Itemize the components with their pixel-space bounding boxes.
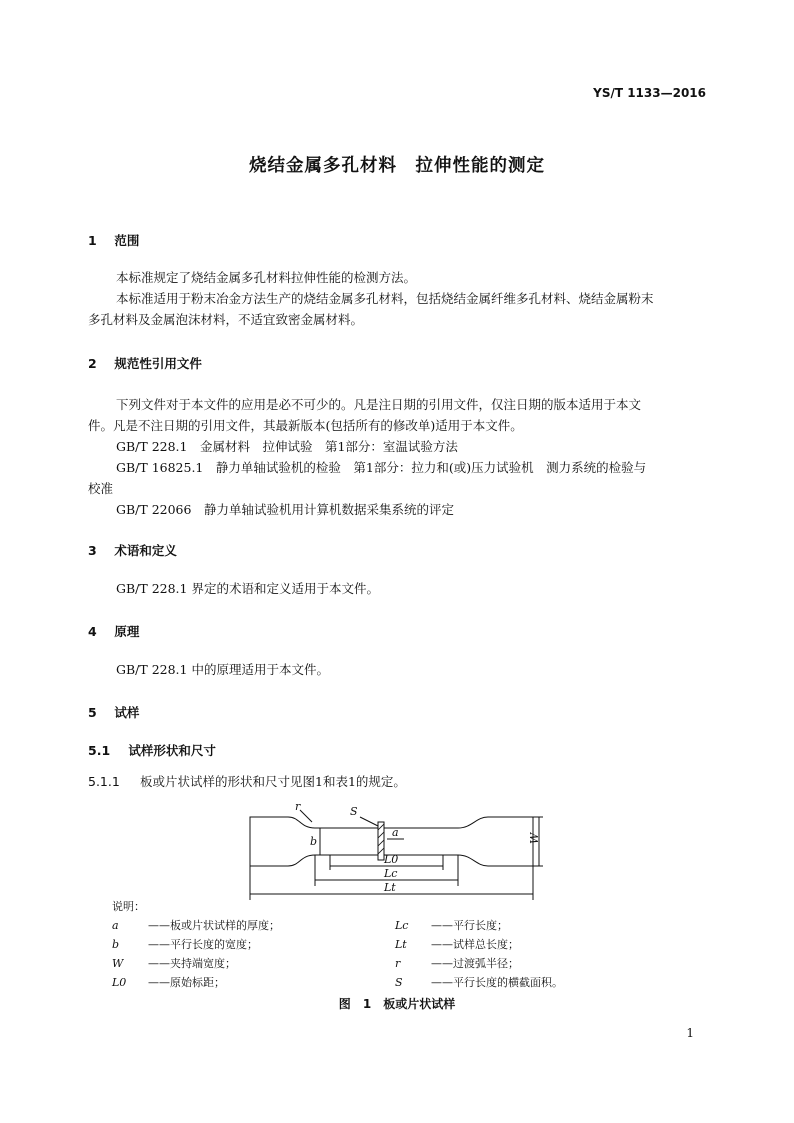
legend-text: ——试样总长度； [431, 938, 519, 951]
section-2-body [88, 394, 713, 520]
section-number: 2 [88, 356, 97, 371]
legend-item [112, 955, 236, 971]
page-number: 1 [686, 1026, 694, 1040]
reference-item: GB/T 16825.1 静力单轴试验机的检验 第1部分：拉力和(或)压力试验机 测力系统的检验与 [116, 460, 647, 475]
legend-symbol: L0 [112, 976, 127, 989]
section-number: 5 [88, 705, 97, 720]
s-leader [360, 817, 378, 826]
section-title: 原理 [114, 624, 140, 639]
legend-text: ——平行长度的宽度； [148, 938, 258, 951]
reference-item: GB/T 228.1 金属材料 拉伸试验 第1部分：室温试验方法 [116, 439, 458, 454]
section-number: 5.1 [88, 743, 111, 758]
standard-code: YS/T 1133—2016 [593, 86, 706, 100]
paragraph: 下列文件对于本文件的应用是必不可少的。凡是注日期的引用文件，仅注日期的版本适用于本文 [116, 397, 642, 412]
r-label: r [295, 800, 301, 813]
legend-item [112, 974, 225, 990]
legend-item [395, 974, 563, 990]
section-title: 范围 [114, 233, 140, 248]
section-5-heading [88, 703, 139, 721]
legend-text: ——板或片状试样的厚度； [148, 919, 280, 932]
section-3-heading [88, 541, 177, 559]
section-1-body [88, 267, 708, 330]
clause-number: 5.1.1 [88, 774, 120, 789]
figure-caption: 图 1 板或片状试样 [338, 997, 456, 1011]
legend-item [112, 936, 258, 952]
section-title: 规范性引用文件 [114, 356, 202, 371]
paragraph: 本标准规定了烧结金属多孔材料拉伸性能的检测方法。 [116, 270, 417, 285]
section-title: 试样 [114, 705, 140, 720]
section-5-1-heading [88, 741, 216, 759]
l0-label: L0 [384, 853, 399, 866]
paragraph: 本标准适用于粉末冶金方法生产的烧结金属多孔材料，包括烧结金属纤维多孔材料、烧结金属粉末 [116, 291, 654, 306]
legend-text: ——平行长度的横截面积。 [431, 976, 563, 989]
legend-item [395, 936, 519, 952]
legend-item [112, 917, 280, 933]
section-2-heading [88, 354, 202, 372]
legend-text: ——夹持端宽度； [148, 957, 236, 970]
legend-symbol: S [395, 976, 403, 989]
legend-text: ——过渡弧半径； [431, 957, 519, 970]
legend-symbol: b [112, 938, 120, 951]
reference-continuation: 校准 [88, 481, 114, 496]
legend-text: ——原始标距； [148, 976, 225, 989]
a-label: a [392, 826, 399, 839]
s-label: S [350, 805, 358, 818]
lt-label: Lt [384, 881, 396, 894]
legend-item [395, 917, 508, 933]
section-title: 术语和定义 [114, 543, 177, 558]
legend-item [395, 955, 519, 971]
section-4-heading [88, 622, 139, 640]
section-number: 1 [88, 233, 97, 248]
w-label: W [528, 832, 541, 844]
paragraph-continuation: 多孔材料及金属泡沫材料，不适宜致密金属材料。 [88, 312, 364, 327]
legend-title: 说明： [112, 900, 145, 913]
section-number: 3 [88, 543, 97, 558]
legend-symbol: W [112, 957, 124, 970]
r-leader [300, 810, 312, 822]
section-title: 试样形状和尺寸 [128, 743, 216, 758]
clause-text: 板或片状试样的形状和尺寸见图1和表1的规定。 [139, 774, 406, 789]
section-3-body: GB/T 228.1 界定的术语和定义适用于本文件。 [116, 581, 379, 596]
section-number: 4 [88, 624, 97, 639]
paragraph-continuation: 件。凡是不注日期的引用文件，其最新版本(包括所有的修改单)适用于本文件。 [88, 418, 523, 433]
legend-symbol: Lc [395, 919, 409, 932]
section-1-heading [88, 231, 139, 249]
legend-text: ——平行长度； [431, 919, 508, 932]
reference-item: GB/T 22066 静力单轴试验机用计算机数据采集系统的评定 [116, 502, 454, 517]
lc-label: Lc [384, 867, 398, 880]
legend-symbol: a [112, 919, 119, 932]
legend-symbol: r [395, 957, 401, 970]
section-4-body: GB/T 228.1 中的原理适用于本文件。 [116, 662, 329, 677]
legend-symbol: Lt [395, 938, 407, 951]
b-label: b [310, 835, 318, 848]
page-title: 烧结金属多孔材料 拉伸性能的测定 [249, 156, 545, 176]
section-5-1-1 [88, 771, 406, 792]
